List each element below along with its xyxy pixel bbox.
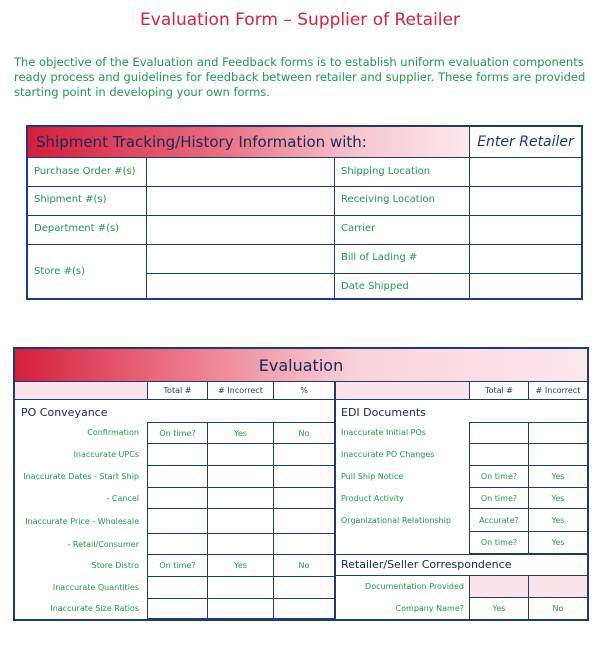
purchase-order-input[interactable]	[147, 158, 334, 187]
shipping-location-label: Shipping Location	[341, 166, 431, 177]
edi-row-label	[341, 532, 469, 554]
shipment-number-label: Shipment #(s)	[34, 194, 107, 205]
corr-top-line	[336, 554, 587, 555]
edi-row-label: Inaccurate Initial POs	[341, 428, 426, 437]
po-total-cell[interactable]	[147, 488, 207, 509]
col-header-total-right: Total #	[469, 382, 528, 400]
po-incorrect-cell[interactable]	[207, 509, 273, 534]
po-total-cell[interactable]: On time?	[147, 422, 207, 444]
corr-row-label: Documentation Provided	[365, 582, 464, 591]
department-label: Department #(s)	[34, 223, 120, 234]
page-title: Evaluation Form – Supplier of Retailer	[140, 10, 460, 30]
edi-incorrect-cell[interactable]	[528, 444, 587, 466]
edi-incorrect-cell[interactable]	[528, 422, 587, 444]
corr-cell-1[interactable]: Yes	[469, 598, 528, 619]
po-percent-cell[interactable]	[273, 577, 334, 599]
edi-row-label: Organizational Relationship	[341, 516, 451, 525]
po-incorrect-cell[interactable]	[207, 444, 273, 466]
department-input[interactable]	[147, 216, 334, 245]
evaluation-header	[15, 349, 587, 382]
intro-text: The objective of the Evaluation and Feedback forms is to establish uniform evaluation components ready process and guidelines for feedback between retailer and supplier. These forms are provided starting point in developing your own forms.	[14, 55, 586, 99]
corr-cell-1[interactable]	[469, 576, 528, 598]
po-row-label: Inaccurate Size Ratios	[50, 604, 139, 613]
po-percent-cell[interactable]: No	[273, 555, 334, 577]
po-row-label: - Cancel	[106, 493, 139, 503]
store-label: Store #(s)	[34, 266, 86, 277]
edi-total-cell[interactable]: On time?	[469, 532, 528, 554]
edi-row-label: Product Activity	[341, 494, 404, 503]
po-total-cell[interactable]: On time?	[147, 555, 207, 577]
po-incorrect-cell[interactable]	[207, 488, 273, 509]
po-conveyance-heading: PO Conveyance	[21, 406, 108, 419]
col-header-incorrect-right: # Incorrect	[528, 382, 587, 400]
po-total-cell[interactable]	[147, 466, 207, 488]
po-row-label: - Retail/Consumer	[67, 539, 139, 549]
po-percent-cell[interactable]	[273, 509, 334, 534]
evaluation-heading: Evaluation	[258, 356, 344, 375]
col-header-total: Total #	[147, 382, 207, 400]
edi-row-label: Inaccurate PO Changes	[341, 450, 435, 459]
po-percent-cell[interactable]	[273, 444, 334, 466]
store-input[interactable]	[147, 245, 334, 298]
edi-total-cell[interactable]: Accurate?	[469, 509, 528, 532]
po-incorrect-cell[interactable]: Yes	[207, 422, 273, 444]
edi-row-label: Pull Ship Notice	[341, 472, 404, 481]
col-line	[334, 158, 335, 298]
shipment-number-input[interactable]	[147, 187, 334, 216]
edi-total-cell[interactable]	[469, 422, 528, 444]
bill-of-lading-input[interactable]	[470, 245, 581, 274]
receiving-location-label: Receiving Location	[341, 194, 435, 205]
po-total-cell[interactable]	[147, 599, 207, 619]
po-total-cell[interactable]	[147, 509, 207, 534]
po-total-cell[interactable]	[147, 534, 207, 555]
po-percent-cell[interactable]: No	[273, 422, 334, 444]
receiving-location-input[interactable]	[470, 187, 581, 216]
col-header-percent: %	[273, 382, 334, 400]
po-incorrect-cell[interactable]	[207, 534, 273, 555]
po-row-label: Store Distro	[91, 561, 139, 570]
corr-cell-2[interactable]: No	[528, 598, 587, 619]
po-incorrect-cell[interactable]	[207, 466, 273, 488]
po-percent-cell[interactable]	[273, 488, 334, 509]
po-percent-cell[interactable]	[273, 599, 334, 619]
edi-total-cell[interactable]	[469, 444, 528, 466]
edi-incorrect-cell[interactable]: Yes	[528, 532, 587, 554]
date-shipped-input[interactable]	[470, 274, 581, 298]
po-row-label: Inaccurate Quantities	[52, 583, 139, 592]
po-total-cell[interactable]	[147, 577, 207, 599]
edi-incorrect-cell[interactable]: Yes	[528, 466, 587, 488]
po-row-label: Inaccurate Price - Wholesale	[25, 516, 139, 526]
shipment-table	[26, 125, 583, 300]
po-incorrect-cell[interactable]: Yes	[207, 555, 273, 577]
col-header-blank	[15, 382, 147, 400]
evaluation-table	[13, 347, 589, 621]
edi-incorrect-cell[interactable]: Yes	[528, 509, 587, 532]
corr-row-label: Company Name?	[395, 604, 464, 613]
po-row-label: Inaccurate Dates - Start Ship	[23, 472, 139, 481]
corr-cell-2[interactable]	[528, 576, 587, 598]
edi-total-cell[interactable]: On time?	[469, 466, 528, 488]
po-incorrect-cell[interactable]	[207, 599, 273, 619]
correspondence-heading: Retailer/Seller Correspondence	[341, 558, 512, 571]
po-percent-cell[interactable]	[273, 466, 334, 488]
shipment-header	[28, 127, 470, 158]
edi-total-cell[interactable]: On time?	[469, 488, 528, 509]
enter-retailer-field[interactable]: Enter Retailer	[470, 127, 581, 158]
col-header-blank-right	[334, 382, 469, 400]
date-shipped-label: Date Shipped	[341, 281, 409, 292]
po-row-label: Inaccurate UPCs	[73, 450, 139, 459]
purchase-order-label: Purchase Order #(s)	[34, 166, 136, 177]
po-total-cell[interactable]	[147, 444, 207, 466]
po-incorrect-cell[interactable]	[207, 577, 273, 599]
carrier-label: Carrier	[341, 223, 376, 234]
bill-of-lading-label: Bill of Lading #	[341, 252, 418, 263]
edi-documents-heading: EDI Documents	[341, 406, 426, 419]
shipping-location-input[interactable]	[470, 158, 581, 187]
po-row-label: Confirmation	[87, 428, 139, 437]
shipment-heading: Shipment Tracking/History Information with:	[36, 133, 367, 151]
col-header-incorrect: # Incorrect	[207, 382, 273, 400]
edi-incorrect-cell[interactable]: Yes	[528, 488, 587, 509]
carrier-input[interactable]	[470, 216, 581, 245]
po-percent-cell[interactable]	[273, 534, 334, 555]
